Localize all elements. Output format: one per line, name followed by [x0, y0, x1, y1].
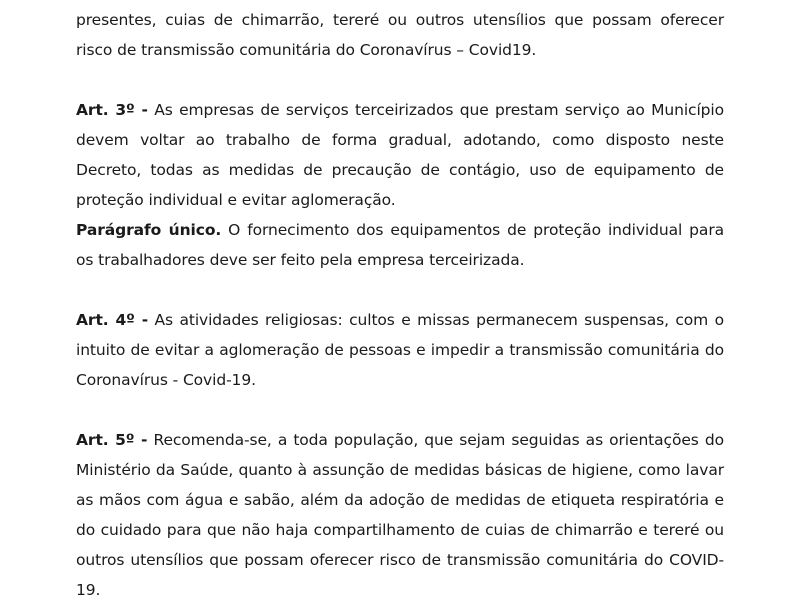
continuation-text: presentes, cuias de chimarrão, tereré ou outros utensílios que possam oferecer risco de transmissão comunitária do Coronavírus – Covid19.: [76, 11, 724, 59]
article-4: [76, 305, 724, 395]
paragrafo-unico: [76, 215, 724, 275]
paragrafo-unico-label: Parágrafo único.: [76, 221, 222, 239]
article-3: [76, 95, 724, 215]
continuation-paragraph: [76, 5, 724, 65]
article-5-label: Art. 5º -: [76, 431, 148, 449]
article-4-text: As atividades religiosas: cultos e missas permanecem suspensas, com o intuito de evitar a aglomeração de pessoas e impedir a transmissão comunitária do Coronavírus - Covid-19.: [76, 311, 724, 389]
article-5-text: Recomenda-se, a toda população, que sejam seguidas as orientações do Ministério da Saúde, quanto à assunção de medidas básicas de higiene, como lavar as mãos com água e sabão, além da adoção de medidas de etiqueta respiratória e do cuidado para que não haja compartilhamento de cuias de chimarrão e tereré ou outros utensílios que possam oferecer risco de transmissão comunitária do COVID-19.: [76, 431, 724, 599]
article-3-text: As empresas de serviços terceirizados que prestam serviço ao Município devem voltar ao trabalho de forma gradual, adotando, como disposto neste Decreto, todas as medidas de precaução de contágio, uso de equipamento de proteção individual e evitar aglomeração.: [76, 101, 725, 209]
article-5: [76, 425, 724, 600]
article-4-label: Art. 4º -: [76, 311, 149, 329]
article-3-label: Art. 3º -: [76, 101, 148, 119]
paragrafo-unico-text: O fornecimento dos equipamentos de proteção individual para os trabalhadores deve ser feito pela empresa terceirizada.: [76, 221, 724, 269]
